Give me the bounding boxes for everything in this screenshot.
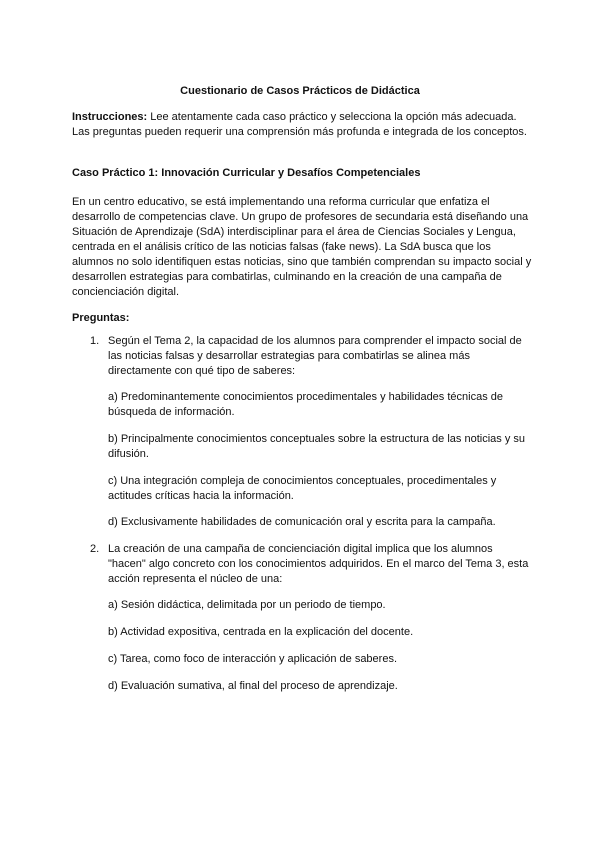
question-2-option-d[interactable]: d) Evaluación sumativa, al final del proceso de aprendizaje. xyxy=(108,680,398,692)
instructions-text: Lee atentamente cada caso práctico y selecciona la opción más adecuada. Las preguntas pueden requerir una comprensión más profunda e integrada de los conceptos. xyxy=(72,111,527,138)
question-1-option-c[interactable]: c) Una integración compleja de conocimientos conceptuales, procedimentales y actitudes críticas hacia la información. xyxy=(108,475,497,502)
question-number: 2. xyxy=(90,543,100,555)
question-2 xyxy=(72,542,532,587)
question-2-option-a[interactable]: a) Sesión didáctica, delimitada por un periodo de tiempo. xyxy=(108,599,386,611)
case-body: En un centro educativo, se está implementando una reforma curricular que enfatiza el desarrollo de competencias clave. Un grupo de profesores de secundaria está diseñando una Situación de Aprendizaje (SdA) interdisciplinar para el área de Ciencias Sociales y Lengua, centrada en el análisis crítico de las noticias falsas (fake news). La SdA busca que los alumnos no solo identifiquen estas noticias, sino que también comprendan su impacto social y desarrollen estrategias para combatirlas, culminando en la creación de una campaña de concienciación digital. xyxy=(72,196,532,298)
case-title: Caso Práctico 1: Innovación Curricular y Desafíos Competenciales xyxy=(72,167,421,179)
instructions-label: Instrucciones: xyxy=(72,111,148,123)
question-1-option-d[interactable]: d) Exclusivamente habilidades de comunicación oral y escrita para la campaña. xyxy=(108,516,496,528)
question-1 xyxy=(72,334,532,379)
question-text: Según el Tema 2, la capacidad de los alumnos para comprender el impacto social de las noticias falsas y desarrollar estrategias para combatirlas se alinea más directamente con qué tipo de saberes: xyxy=(108,335,522,377)
question-text: La creación de una campaña de concienciación digital implica que los alumnos "hacen" algo concreto con los conocimientos adquiridos. En el marco del Tema 3, esta acción representa el núcleo de una: xyxy=(108,543,529,585)
question-2-option-b[interactable]: b) Actividad expositiva, centrada en la explicación del docente. xyxy=(108,626,414,638)
instructions-paragraph xyxy=(72,110,532,140)
question-2-option-c[interactable]: c) Tarea, como foco de interacción y aplicación de saberes. xyxy=(108,653,398,665)
question-number: 1. xyxy=(90,335,100,347)
page-title: Cuestionario de Casos Prácticos de Didáctica xyxy=(180,85,420,97)
questions-heading: Preguntas: xyxy=(72,312,130,324)
question-1-option-b[interactable]: b) Principalmente conocimientos conceptuales sobre la estructura de las noticias y su difusión. xyxy=(108,433,525,460)
question-1-option-a[interactable]: a) Predominantemente conocimientos procedimentales y habilidades técnicas de búsqueda de información. xyxy=(108,391,504,418)
